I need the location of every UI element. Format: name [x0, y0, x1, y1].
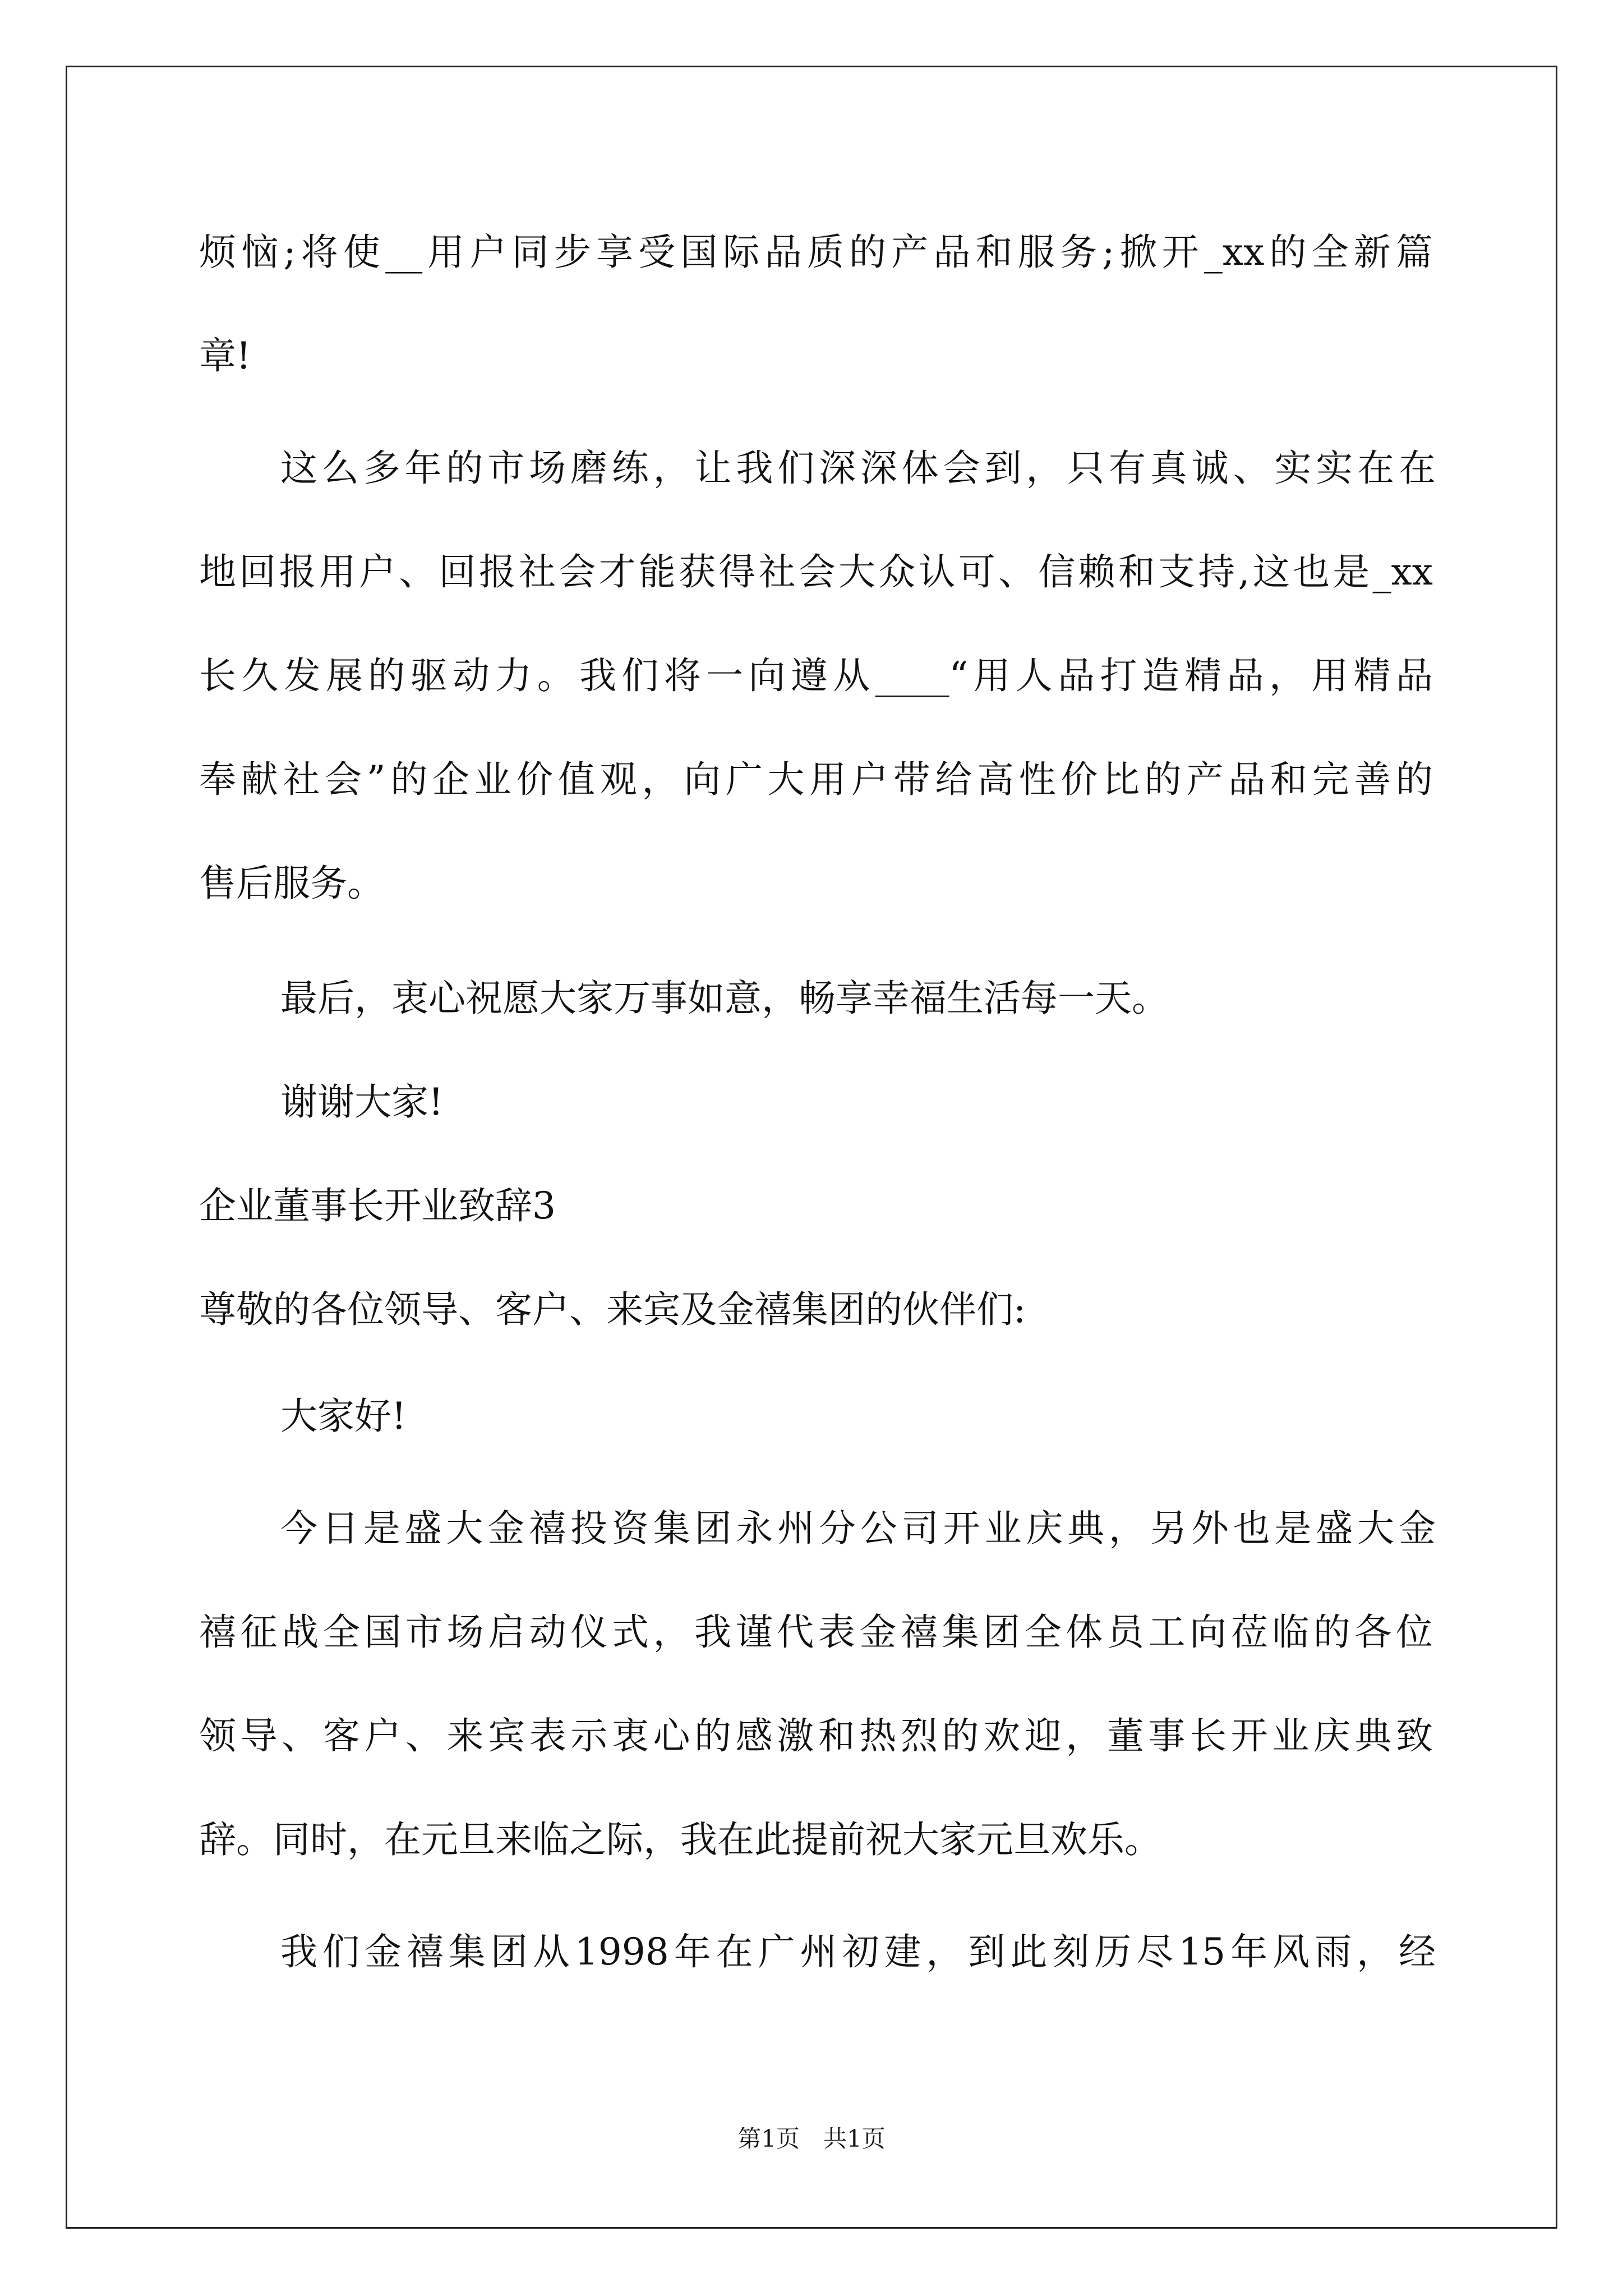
text-line-3: 这么多年的市场磨练，让我们深深体会到，只有真诚、实实在在 [280, 447, 1436, 490]
greeting: 大家好! [280, 1395, 407, 1438]
text-line-15: 领导、客户、来宾表示衷心的感激和热烈的欢迎，董事长开业庆典致 [199, 1714, 1433, 1757]
text-line-2: 章! [199, 334, 251, 378]
text-line-8: 最后，衷心祝愿大家万事如意，畅享幸福生活每一天。 [280, 977, 1169, 1020]
text-line-4: 地回报用户、回报社会才能获得社会大众认可、信赖和支持,这也是_xx [199, 550, 1433, 593]
text-line-6: 奉献社会”的企业价值观，向广大用户带给高性价比的产品和完善的 [199, 758, 1433, 801]
text-line-1: 烦恼;将使__用户同步享受国际品质的产品和服务;掀开_xx的全新篇 [199, 231, 1433, 274]
text-line-7: 售后服务。 [199, 862, 384, 905]
text-line-17: 我们金禧集团从1998年在广州初建，到此刻历尽15年风雨，经 [280, 1930, 1436, 1973]
text-line-14: 禧征战全国市场启动仪式，我谨代表金禧集团全体员工向莅临的各位 [199, 1611, 1433, 1654]
text-line-13: 今日是盛大金禧投资集团永州分公司开业庆典，另外也是盛大金 [280, 1507, 1436, 1550]
section-heading: 企业董事长开业致辞3 [199, 1184, 556, 1227]
page-footer: 第1页 共1页 [737, 2125, 886, 2152]
salutation: 尊敬的各位领导、客户、来宾及金禧集团的伙伴们: [199, 1288, 1026, 1331]
text-line-5: 长久发展的驱动力。我们将一向遵从____“用人品打造精品，用精品 [199, 654, 1433, 697]
text-line-9: 谢谢大家! [280, 1080, 444, 1124]
page-border [66, 66, 1557, 2229]
text-line-16: 辞。同时，在元旦来临之际，我在此提前祝大家元旦欢乐。 [199, 1818, 1161, 1861]
